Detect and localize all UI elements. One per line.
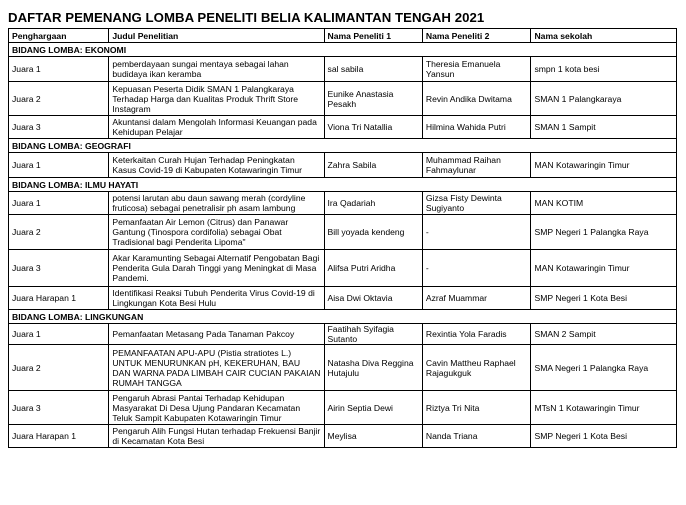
researcher-2-cell: Rexintia Yola Faradis: [422, 324, 531, 345]
research-title-cell: Akar Karamunting Sebagai Alternatif Pengobatan Bagi Penderita Gula Darah Tinggi yang Meningkat di Masa Pandemi.: [109, 250, 324, 287]
header-award: Penghargaan: [9, 29, 109, 43]
research-title-cell: Keterkaitan Curah Hujan Terhadap Peningkatan Kasus Covid-19 di Kabupaten Kotawaringin Timur: [109, 153, 324, 178]
researcher-2-cell: -: [422, 215, 531, 250]
category-label: BIDANG LOMBA: LINGKUNGAN: [9, 310, 677, 324]
school-cell: MAN KOTIM: [531, 192, 677, 215]
winner-row: [9, 287, 677, 310]
research-title-cell: Identifikasi Reaksi Tubuh Penderita Virus Covid-19 di Lingkungan Kota Besi Hulu: [109, 287, 324, 310]
researcher-1-cell: Faatihah Syifagia Sutanto: [324, 324, 422, 345]
category-label: BIDANG LOMBA: EKONOMI: [9, 43, 677, 57]
research-title-cell: Pengaruh Abrasi Pantai Terhadap Kehidupan Masyarakat Di Desa Ujung Pandaran Kecamatan Teluk Sampit Kabupaten Kotawaringin Timur: [109, 391, 324, 425]
award-cell: Juara 2: [9, 345, 109, 391]
winner-row: [9, 324, 677, 345]
researcher-2-cell: Riztya Tri Nita: [422, 391, 531, 425]
researcher-2-cell: Hilmina Wahida Putri: [422, 116, 531, 139]
category-row: [9, 43, 677, 57]
award-cell: Juara 1: [9, 153, 109, 178]
research-title-cell: Kepuasan Peserta Didik SMAN 1 Palangkaraya Terhadap Harga dan Kualitas Produk Thrift Store Instagram: [109, 82, 324, 116]
research-title-cell: pemberdayaan sungai mentaya sebagai lahan budidaya ikan keramba: [109, 57, 324, 82]
category-row: [9, 139, 677, 153]
research-title-cell: Pengaruh Alih Fungsi Hutan terhadap Frekuensi Banjir di Kecamatan Kota Besi: [109, 425, 324, 448]
category-label: BIDANG LOMBA: ILMU HAYATI: [9, 178, 677, 192]
research-title-cell: PEMANFAATAN APU-APU (Pistia stratiotes L.) UNTUK MENURUNKAN pH, KEKERUHAN, BAU DAN WARNA PADA LIMBAH CAIR CUCIAN PAKAIAN RUMAH TANGGA: [109, 345, 324, 391]
researcher-1-cell: Eunike Anastasia Pesakh: [324, 82, 422, 116]
research-title-cell: Akuntansi dalam Mengolah Informasi Keuangan pada Kehidupan Pelajar: [109, 116, 324, 139]
award-cell: Juara 1: [9, 324, 109, 345]
award-cell: Juara 2: [9, 215, 109, 250]
researcher-2-cell: Cavin Mattheu Raphael Rajagukguk: [422, 345, 531, 391]
award-cell: Juara 3: [9, 116, 109, 139]
research-title-cell: potensi larutan abu daun sawang merah (cordyline fruticosa) sebagai penetralisir ph asam lambung: [109, 192, 324, 215]
researcher-2-cell: Revin Andika Dwitama: [422, 82, 531, 116]
researcher-1-cell: Bill yoyada kendeng: [324, 215, 422, 250]
researcher-1-cell: sal sabila: [324, 57, 422, 82]
winner-row: [9, 345, 677, 391]
award-cell: Juara 3: [9, 250, 109, 287]
researcher-1-cell: Aisa Dwi Oktavia: [324, 287, 422, 310]
school-cell: SMA Negeri 1 Palangka Raya: [531, 345, 677, 391]
header-researcher-1: Nama Peneliti 1: [324, 29, 422, 43]
school-cell: SMP Negeri 1 Kota Besi: [531, 425, 677, 448]
school-cell: SMAN 1 Sampit: [531, 116, 677, 139]
school-cell: SMAN 2 Sampit: [531, 324, 677, 345]
winner-row: [9, 153, 677, 178]
research-title-cell: Pemanfaatan Metasang Pada Tanaman Pakcoy: [109, 324, 324, 345]
researcher-2-cell: Gizsa Fisty Dewinta Sugiyanto: [422, 192, 531, 215]
category-row: [9, 310, 677, 324]
school-cell: MTsN 1 Kotawaringin Timur: [531, 391, 677, 425]
category-row: [9, 178, 677, 192]
award-cell: Juara 3: [9, 391, 109, 425]
header-row: [9, 29, 677, 43]
winner-row: [9, 82, 677, 116]
header-title: Judul Penelitian: [109, 29, 324, 43]
header-school: Nama sekolah: [531, 29, 677, 43]
research-title-cell: Pemanfaatan Air Lemon (Citrus) dan Panawar Gantung (Tinospora cordifolia) sebagai Obat Tradisional bagi Penderita Lipoma": [109, 215, 324, 250]
winner-row: [9, 57, 677, 82]
school-cell: SMP Negeri 1 Palangka Raya: [531, 215, 677, 250]
category-label: BIDANG LOMBA: GEOGRAFI: [9, 139, 677, 153]
researcher-2-cell: Nanda Triana: [422, 425, 531, 448]
header-researcher-2: Nama Peneliti 2: [422, 29, 531, 43]
winner-row: [9, 192, 677, 215]
winner-row: [9, 391, 677, 425]
winner-row: [9, 250, 677, 287]
award-cell: Juara 1: [9, 192, 109, 215]
researcher-2-cell: Theresia Emanuela Yansun: [422, 57, 531, 82]
researcher-2-cell: Muhammad Raihan Fahmaylunar: [422, 153, 531, 178]
researcher-2-cell: Azraf Muammar: [422, 287, 531, 310]
award-cell: Juara Harapan 1: [9, 287, 109, 310]
school-cell: MAN Kotawaringin Timur: [531, 153, 677, 178]
school-cell: MAN Kotawaringin Timur: [531, 250, 677, 287]
researcher-1-cell: Meylisa: [324, 425, 422, 448]
researcher-1-cell: Ira Qadariah: [324, 192, 422, 215]
researcher-1-cell: Airin Septia Dewi: [324, 391, 422, 425]
school-cell: smpn 1 kota besi: [531, 57, 677, 82]
researcher-1-cell: Alifsa Putri Aridha: [324, 250, 422, 287]
researcher-1-cell: Viona Tri Natallia: [324, 116, 422, 139]
award-cell: Juara 1: [9, 57, 109, 82]
researcher-1-cell: Zahra Sabila: [324, 153, 422, 178]
award-cell: Juara Harapan 1: [9, 425, 109, 448]
school-cell: SMAN 1 Palangkaraya: [531, 82, 677, 116]
winner-row: [9, 215, 677, 250]
winners-table: [8, 28, 677, 448]
winner-row: [9, 116, 677, 139]
researcher-2-cell: -: [422, 250, 531, 287]
school-cell: SMP Negeri 1 Kota Besi: [531, 287, 677, 310]
researcher-1-cell: Natasha Diva Reggina Hutajulu: [324, 345, 422, 391]
winner-row: [9, 425, 677, 448]
document-title: DAFTAR PEMENANG LOMBA PENELITI BELIA KALIMANTAN TENGAH 2021: [8, 10, 485, 25]
award-cell: Juara 2: [9, 82, 109, 116]
